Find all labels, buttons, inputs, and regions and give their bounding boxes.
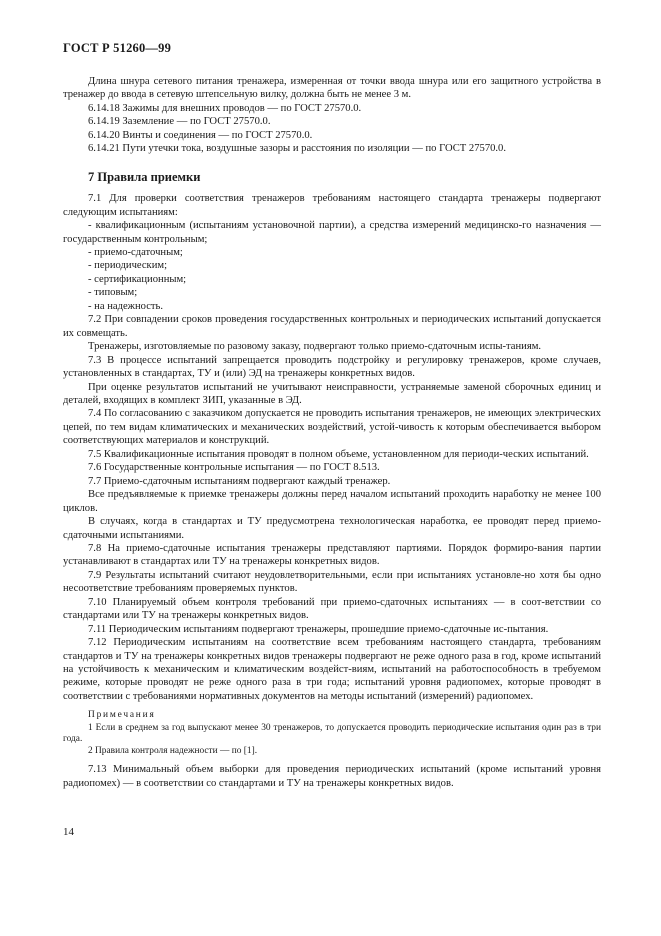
note-1: 1 Если в среднем за год выпускают менее 30 тренажеров, то допускается проводить периодические испытания один раз в три года.: [63, 722, 601, 745]
clause-6-14-21: 6.14.21 Пути утечки тока, воздушные зазоры и расстояния по изоляции — по ГОСТ 27570.0.: [88, 143, 507, 155]
paragraph-7-4: 7.4 По согласованию с заказчиком допускается не проводить испытания тренажеров, не имеющих электрических цепей, по тем видам климатических и механических воздействий, устой-чивость к которым обеспечивается выбором соответствующих материалов и конструкций.: [63, 408, 601, 447]
paragraph-7-2: 7.2 При совпадении сроков проведения государственных контрольных и периодических испытаний допускается их совмещать.: [63, 314, 601, 339]
paragraph-7-12: 7.12 Периодическим испытаниям на соответствие всем требованиям настоящего стандарта, требованиям стандартов и ТУ на тренажеры конкретных видов тренажеры подвергают не реже одного раза в год, кроме испытаний на устойчивость к механическим и климатическим воздейст-виям, испытаний на работоспособность в требуемом режиме, которые проводят не реже одного раза в три года; испытаний уровня радиопомех, которые проводят в соответствии с требованиями нормативных документов на методы испытаний (измерений) радиопомех.: [63, 637, 601, 702]
paragraph-7-9: 7.9 Результаты испытаний считают неудовлетворительными, если при испытаниях установле-но хотя бы одно несоответствие требованиям проверяемых пунктов.: [63, 569, 601, 595]
paragraph-single-order: Тренажеры, изготовляемые по разовому заказу, подвергают только приемо-сдаточным испы-таниям.: [88, 341, 542, 353]
paragraph-7-6: 7.6 Государственные контрольные испытания — по ГОСТ 8.513.: [88, 462, 380, 474]
notes-title: Примечания: [88, 710, 156, 721]
paragraph-tech-run: В случаях, когда в стандартах и ТУ предусмотрена технологическая наработка, ее проводят перед приемо-сдаточными испытаниями.: [63, 516, 601, 541]
list-item-reliability: - на надежность.: [88, 300, 164, 312]
page-number: 14: [63, 826, 74, 838]
list-item-acceptance: - приемо-сдаточным;: [88, 246, 183, 258]
paragraph-7-5: 7.5 Квалификационные испытания проводят в полном объеме, установленном для периоди-ческих испытаний.: [88, 448, 589, 460]
document-body: [63, 75, 601, 790]
list-item-type: - типовым;: [88, 287, 138, 299]
intro-line-2: устройства в тренажер до ввода в сетевую штепсельную вилку, должна быть не менее 3 м.: [63, 76, 601, 101]
paragraph-7-13: 7.13 Минимальный объем выборки для проведения периодических испытаний (кроме испытаний уровня радиопомех) — в соответствии со стандартами и ТУ на тренажеры конкретных видов.: [63, 764, 601, 789]
paragraph-result-evaluation: При оценке результатов испытаний не учитывают неисправности, устраняемые заменой сборочных единиц и деталей, входящих в комплект ЗИП, указанные в ЭД.: [63, 381, 601, 406]
document-header: ГОСТ Р 51260—99: [63, 41, 172, 55]
paragraph-7-11: 7.11 Периодическим испытаниям подвергают тренажеры, прошедшие приемо-сдаточные ис-пытания.: [88, 623, 549, 635]
list-item-certification: - сертификационным;: [88, 273, 187, 285]
list-item-qualification: - квалификационным (испытаниям установочной партии), а средства измерений медицинско-го назначения — государственным контрольным;: [63, 220, 601, 245]
clause-6-14-20: 6.14.20 Винты и соединения — по ГОСТ 27570.0.: [88, 129, 313, 141]
intro-paragraph: [63, 75, 601, 102]
list-item-periodic: - периодическим;: [88, 260, 168, 272]
clause-6-14-19: 6.14.19 Заземление — по ГОСТ 27570.0.: [88, 116, 271, 128]
paragraph-7-10: 7.10 Планируемый объем контроля требований при приемо-сдаточных испытаниях — в соот-ветствии со стандартами или ТУ на тренажеры конкретных видов.: [63, 596, 601, 622]
paragraph-7-3: 7.3 В процессе испытаний запрещается проводить подстройку и регулировку тренажеров, кроме случаев, установленных в стандартах, ТУ и (или) ЭД на тренажеры конкретных видов.: [63, 354, 601, 380]
clause-6-14-18: 6.14.18 Зажимы для внешних проводов — по ГОСТ 27570.0.: [88, 102, 362, 114]
paragraph-7-1: 7.1 Для проверки соответствия тренажеров требованиям настоящего стандарта тренажеры подвергают следующим испытаниям:: [63, 193, 601, 218]
intro-line-1: Длина шнура сетевого питания тренажера, измеренная от точки ввода шнура или его защитного: [88, 76, 539, 87]
paragraph-7-8: 7.8 На приемо-сдаточные испытания тренажеры представляют партиями. Порядок формиро-вания партии устанавливают в стандартах или ТУ на тренажеры конкретных видов.: [63, 542, 601, 568]
note-2: 2 Правила контроля надежности — по [1].: [88, 745, 258, 756]
paragraph-run-in: Все предъявляемые к приемке тренажеры должны перед началом испытаний проходить наработку не менее 100 циклов.: [63, 489, 601, 514]
section-title: 7 Правила приемки: [88, 169, 201, 184]
paragraph-7-7: 7.7 Приемо-сдаточным испытаниям подвергают каждый тренажер.: [88, 475, 391, 487]
